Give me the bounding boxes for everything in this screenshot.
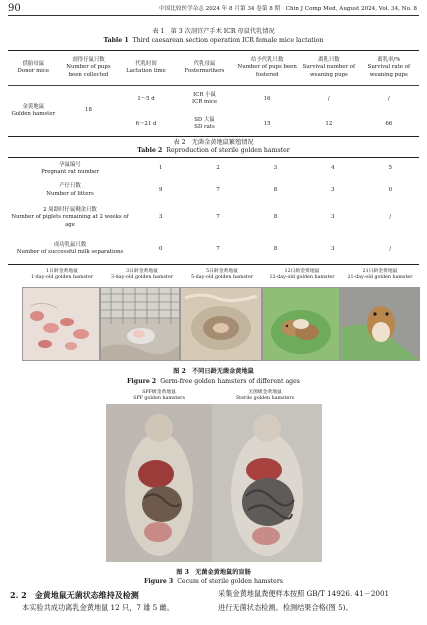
table1-cell: 12 — [325, 120, 333, 127]
table2-caption-en: Table 2 Reproduction of sterile golden hamster — [137, 147, 290, 154]
section-body-right-2: 进行无菌状态检测。检测结果合格(图 5)。 — [218, 603, 353, 612]
table2-cell: 8 — [273, 214, 278, 221]
table2-cell: 9 — [158, 186, 163, 193]
table1-header: 供胎母鼠 Donor mice — [8, 51, 59, 86]
table1-header: 剖得仔鼠只数 Number of pups been collected — [59, 51, 119, 86]
table2-cell: 3 — [273, 165, 278, 172]
table2-cell: 5 — [388, 165, 392, 172]
table1-cell: 66 — [385, 120, 393, 127]
figure3-caption-cn: 图 3 无菌金黄地鼠的盲肠 — [176, 569, 251, 576]
table1-header: 给予代乳只数 Number of pups been fostered — [235, 51, 299, 86]
figure2-caption-cn: 图 2 不同日龄无菌金黄地鼠 — [173, 368, 254, 375]
table2-cell: 3 — [331, 245, 335, 252]
figure2-label: 12日龄金黄地鼠 12-day-old golden hamster — [269, 269, 335, 280]
table-row — [8, 180, 419, 202]
figure2-caption-en: Figure 2 Germ-free golden hamsters of different ages — [127, 378, 300, 385]
table1-header: 离乳只数 Survival number of weaning pups — [299, 51, 358, 86]
table1-cell: ICR 小鼠 ICR mice — [191, 92, 218, 106]
table1-cell: 15 — [263, 120, 271, 127]
figure2-label: 5日龄金黄地鼠 5-day-old golden hamster — [191, 269, 253, 280]
table1-cell: SD 大鼠 SD rats — [194, 117, 215, 131]
figure3-caption-en: Figure 3 Cecum of sterile golden hamsters — [144, 578, 283, 585]
table2-cell: 7 — [216, 186, 220, 193]
table1-cell: / — [327, 95, 330, 102]
table2-cell: 3 — [331, 214, 335, 221]
table2 — [8, 157, 419, 265]
figure3-label-sterile: 无菌级金黄地鼠 Sterile golden hamsters — [235, 390, 295, 401]
table2-cell: 8 — [273, 186, 278, 193]
table2-cell: 0 — [158, 245, 163, 252]
section-body-right-1: 采集金黄地鼠粪便样本按照 GB/T 14926. 41－2001 — [218, 589, 390, 598]
table2-cell: 0 — [388, 186, 392, 193]
table2-caption-cn: 表 2 无菌金黄地鼠繁殖情况 — [173, 139, 254, 146]
table2-cell: 7 — [216, 214, 220, 221]
figure2-label: 3日龄金黄地鼠 3-day-old golden hamster — [111, 269, 173, 280]
table-row — [8, 235, 419, 265]
table-row — [8, 202, 419, 235]
table1-collected: 18 — [85, 107, 92, 114]
table2-cell: 3 — [331, 186, 335, 193]
table-row — [8, 158, 419, 180]
table2-cell: 7 — [216, 245, 220, 252]
photo-spf-hamster-cecum — [106, 404, 212, 562]
section-heading: 2. 2 金黄地鼠无菌状态维持及检测 — [10, 590, 139, 600]
table2-cell: 8 — [273, 245, 278, 252]
table2-row-label: 孕鼠编号 Pregnant rat number — [41, 161, 99, 175]
section-body-left: 本实验共成功离乳金黄地鼠 12 只，7 雄 5 雌。 — [22, 603, 174, 612]
photo-3-day-hamster — [100, 287, 180, 361]
table2-cell: 4 — [331, 165, 335, 172]
table2-cell: 3 — [158, 214, 163, 221]
table1-header: 离乳率/% Survival rate of weaning pups — [359, 51, 419, 86]
photo-sterile-hamster-cecum — [212, 404, 322, 562]
table2-cell: / — [389, 245, 392, 252]
figure3-label-spf: SPF级金黄地鼠 SPF golden hamsters — [133, 390, 185, 401]
journal-header: 中国比较医学杂志 2024 年 8 月第 34 卷第 8 期 Chin J Comp Med, August 2024, Vol. 34, No. 8 — [159, 6, 417, 12]
table2-row-label: 产仔只数 Number of litters — [46, 183, 94, 197]
table1-header-row — [8, 51, 419, 86]
table1-caption-en: Table 1 Third caesarean section operation ICR female mice lactation — [103, 37, 324, 44]
photo-12-day-hamster — [262, 287, 340, 361]
table1 — [8, 50, 419, 137]
table-row — [8, 86, 419, 113]
table1-header: 代乳母鼠 Fostermothers — [174, 51, 236, 86]
table1-header: 代乳时间 Lactation time — [118, 51, 173, 86]
header-rule — [8, 15, 419, 16]
table1-donor: 金黄地鼠 Golden hamster — [11, 103, 56, 117]
page-number: 90 — [8, 3, 21, 14]
table1-caption-cn: 表 1 第 3 次剖宫产手术 ICR 母鼠代乳情况 — [152, 28, 275, 35]
table1-cell: 6～21 d — [135, 120, 157, 127]
table1-cell: 1～5 d — [137, 95, 155, 102]
figure2-label: 1日龄金黄地鼠 1-day-old golden hamster — [31, 269, 93, 280]
table2-cell: 1 — [158, 165, 163, 172]
figure2-label: 21日龄金黄地鼠 21-day-old golden hamster — [347, 269, 413, 280]
table2-cell: / — [389, 214, 392, 221]
photo-21-day-hamster — [340, 287, 420, 361]
table2-row-label: 2 周龄时仔鼠剩余只数 Number of piglets remaining at 2 weeks of age — [11, 207, 129, 228]
table2-cell: 2 — [216, 165, 220, 172]
table1-cell: / — [387, 95, 390, 102]
table1-cell: 16 — [263, 95, 271, 102]
table2-row-label: 成功乳鼠只数 Number of successful milk separations — [16, 242, 124, 256]
photo-1-day-hamster — [22, 287, 100, 361]
photo-5-day-hamster — [180, 287, 262, 361]
